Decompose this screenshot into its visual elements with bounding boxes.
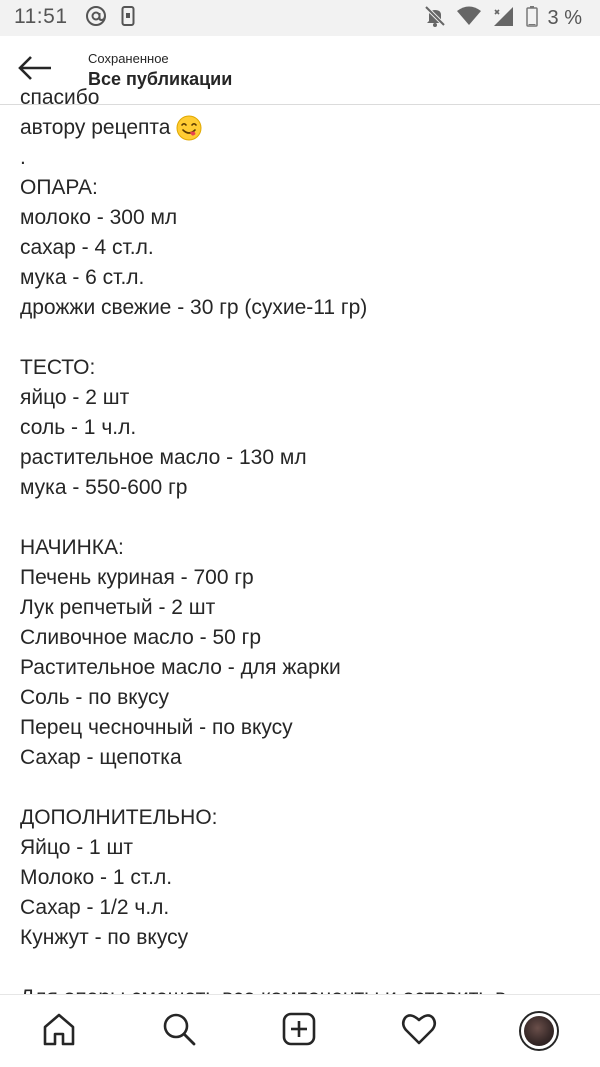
caption-line-text: ОПАРА: xyxy=(20,176,98,199)
caption-line xyxy=(20,653,585,683)
caption-line-text: мука - 6 ст.л. xyxy=(20,266,145,289)
add-post-icon xyxy=(281,1011,317,1052)
caption-line xyxy=(20,863,585,893)
caption-line-text: дрожжи свежие - 30 гр (сухие-11 гр) xyxy=(20,296,368,319)
at-icon xyxy=(85,5,107,32)
status-bar xyxy=(0,0,600,36)
caption-blank-line xyxy=(20,503,585,533)
caption-line-text: автору рецепта xyxy=(20,116,171,139)
caption-line xyxy=(20,113,585,143)
caption-line-text: Сливочное масло - 50 гр xyxy=(20,626,261,649)
mute-icon xyxy=(424,5,446,32)
post-caption-scroll[interactable] xyxy=(0,86,600,994)
caption-line xyxy=(20,293,585,323)
profile-avatar xyxy=(524,1016,554,1046)
back-arrow-icon xyxy=(17,56,53,85)
caption-line xyxy=(20,173,585,203)
caption-line-text: сахар - 4 ст.л. xyxy=(20,236,154,259)
caption-line-text: соль - 1 ч.л. xyxy=(20,416,137,439)
caption-line-text: Лук репчетый - 2 шт xyxy=(20,596,216,619)
bottom-nav xyxy=(0,994,600,1067)
caption-line xyxy=(20,593,585,623)
caption-line-text: Сахар - 1/2 ч.л. xyxy=(20,896,170,919)
activity-heart-icon xyxy=(401,1012,437,1051)
caption-blank-line xyxy=(20,323,585,353)
caption-line xyxy=(20,263,585,293)
profile-button[interactable] xyxy=(517,1009,561,1053)
wifi-icon xyxy=(456,5,482,32)
caption-line-text: яйцо - 2 шт xyxy=(20,386,130,409)
home-button[interactable] xyxy=(37,1009,81,1053)
caption-line-text: растительное масло - 130 мл xyxy=(20,446,307,469)
header-subtitle: Сохраненное xyxy=(88,51,169,66)
caption-line-text: Кунжут - по вкусу xyxy=(20,926,189,949)
caption-line xyxy=(20,473,585,503)
caption-blank-line xyxy=(20,953,585,983)
caption-line xyxy=(20,743,585,773)
caption-line xyxy=(20,443,585,473)
caption-blank-line xyxy=(20,773,585,803)
yum-face-emoji-icon xyxy=(176,115,202,141)
caption-line xyxy=(20,203,585,233)
caption-line xyxy=(20,233,585,263)
signal-icon xyxy=(492,5,516,32)
caption-line-text: Печень куриная - 700 гр xyxy=(20,566,254,589)
phone-icon xyxy=(121,6,135,31)
home-icon xyxy=(41,1011,77,1052)
caption-line xyxy=(20,803,585,833)
caption-line xyxy=(20,353,585,383)
caption-line xyxy=(20,893,585,923)
caption-line-text: Растительное масло - для жарки xyxy=(20,656,341,679)
search-button[interactable] xyxy=(157,1009,201,1053)
caption-line-text: Молоко - 1 ст.л. xyxy=(20,866,173,889)
caption-line xyxy=(20,623,585,653)
caption-line-text: Перец чесночный - по вкусу xyxy=(20,716,293,739)
caption-line-text: мука - 550-600 гр xyxy=(20,476,188,499)
caption-line xyxy=(20,833,585,863)
status-right-icons xyxy=(424,5,582,31)
avatar-ring xyxy=(519,1011,559,1051)
status-time: 11:51 xyxy=(14,5,68,28)
caption-line-text: молоко - 300 мл xyxy=(20,206,178,229)
caption-line xyxy=(20,533,585,563)
post-caption xyxy=(20,83,585,1013)
caption-line-text: спасибо xyxy=(20,86,100,109)
caption-line xyxy=(20,383,585,413)
battery-percent: 3 % xyxy=(547,6,582,29)
caption-line-text: Соль - по вкусу xyxy=(20,686,169,709)
caption-line-text: ДОПОЛНИТЕЛЬНО: xyxy=(20,806,218,829)
caption-line-text: НАЧИНКА: xyxy=(20,536,124,559)
caption-line xyxy=(20,923,585,953)
add-post-button[interactable] xyxy=(277,1009,321,1053)
status-left-icons xyxy=(85,7,135,29)
activity-button[interactable] xyxy=(397,1009,441,1053)
caption-line xyxy=(20,413,585,443)
caption-line xyxy=(20,683,585,713)
caption-line xyxy=(20,83,585,113)
battery-icon xyxy=(526,5,538,32)
caption-line-text: . xyxy=(20,146,26,169)
caption-line-text: Яйцо - 1 шт xyxy=(20,836,134,859)
caption-line-text: Сахар - щепотка xyxy=(20,746,182,769)
header-title: Все публикации xyxy=(88,69,233,89)
caption-line xyxy=(20,563,585,593)
caption-line-text: ТЕСТО: xyxy=(20,356,96,379)
caption-line xyxy=(20,713,585,743)
search-icon xyxy=(161,1011,197,1052)
caption-line xyxy=(20,143,585,173)
